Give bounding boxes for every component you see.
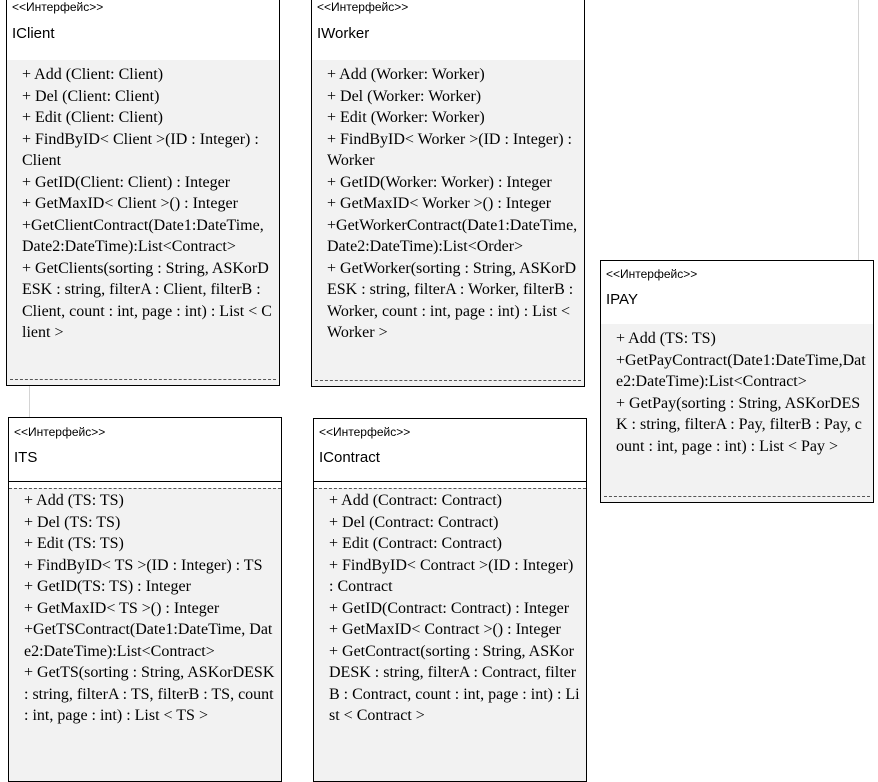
operation: + GetID(Contract: Contract) : Integer	[329, 599, 570, 617]
operation: + Del (Contract: Contract)	[329, 513, 499, 531]
operation: +GetWorkerContract(Date1:DateTime,Date2:DateTime):List<Order>	[327, 216, 578, 255]
operation: + Add (Contract: Contract)	[329, 492, 502, 509]
operations-compartment	[601, 324, 873, 502]
operation: + Edit (Worker: Worker)	[327, 109, 485, 126]
interface-header	[314, 419, 586, 482]
guide-line-vertical	[858, 0, 859, 260]
interface-name: IContract	[319, 449, 380, 466]
operation: + Del (TS: TS)	[24, 513, 121, 531]
interface-its[interactable]	[8, 417, 282, 782]
operation: + GetClients(sorting : String, ASKorDESK : string, filterA : Client, filterB : Client, count : int, page : int) : List < Client >	[22, 259, 272, 341]
operation: + Edit (Contract: Contract)	[329, 535, 502, 552]
operation: + Edit (TS: TS)	[24, 535, 124, 552]
operations-compartment	[312, 60, 584, 386]
operations-list	[7, 60, 279, 344]
interface-header	[9, 418, 281, 482]
operation: + GetID(Client: Client) : Integer	[22, 173, 231, 191]
interface-icontract[interactable]	[313, 418, 587, 782]
interface-name: ITS	[14, 449, 38, 466]
interface-name: IClient	[12, 25, 55, 42]
operation: + Add (Client: Client)	[22, 66, 164, 83]
operation: +GetPayContract(Date1:DateTime,Date2:DateTime):List<Contract>	[616, 351, 866, 390]
operation: + GetTS(sorting : String, ASKorDESK : string, filterA : TS, filterB : TS, count : int, page : int) : List < TS >	[24, 664, 275, 724]
stereotype-label: <<Интерфейс>>	[12, 0, 104, 14]
interface-header	[601, 261, 873, 325]
operation: + FindByID< TS >(ID : Integer) : TS	[24, 556, 263, 574]
operation: + Add (TS: TS)	[24, 492, 124, 509]
interface-name: IWorker	[317, 25, 370, 42]
operation: + Edit (Client: Client)	[22, 109, 164, 126]
operations-list	[312, 60, 584, 344]
operations-compartment	[314, 488, 586, 781]
attributes-separator	[604, 496, 870, 497]
interface-iclient[interactable]	[6, 0, 280, 386]
operation: + Del (Client: Client)	[22, 87, 160, 105]
operation: + Add (TS: TS)	[616, 330, 716, 347]
operation: + FindByID< Client >(ID : Integer) : Client	[22, 130, 259, 169]
interface-iworker[interactable]	[311, 0, 585, 387]
operation: +GetTSContract(Date1:DateTime, Date2:DateTime):List<Contract>	[24, 621, 273, 660]
operation: + GetMaxID< TS >() : Integer	[24, 599, 220, 617]
interface-name: IPAY	[606, 291, 638, 308]
operations-list	[9, 489, 281, 727]
operation: + Del (Worker: Worker)	[327, 87, 482, 105]
operations-compartment	[9, 488, 281, 781]
interface-header	[7, 0, 279, 61]
operations-list	[601, 324, 873, 457]
operation: + GetID(Worker: Worker) : Integer	[327, 173, 552, 191]
operations-compartment	[7, 60, 279, 385]
attributes-separator	[315, 380, 581, 381]
stereotype-label: <<Интерфейс>>	[319, 425, 411, 439]
interface-ipay[interactable]	[600, 260, 874, 503]
operation: + Add (Worker: Worker)	[327, 66, 485, 83]
stereotype-label: <<Интерфейс>>	[14, 425, 106, 439]
interface-header	[312, 0, 584, 61]
stereotype-label: <<Интерфейс>>	[317, 0, 409, 14]
operation: + GetMaxID< Contract >() : Integer	[329, 621, 561, 638]
operation: + GetContract(sorting : String, ASKorDESK : string, filterA : Contract, filterB : Contract, count : int, page : int) : List < Contract >	[329, 642, 580, 724]
operations-list	[314, 489, 586, 727]
operation: + GetWorker(sorting : String, ASKorDESK : string, filterA : Worker, filterB : Worker, count : int, page : int) : List < Worker >	[327, 259, 577, 341]
operation: + GetMaxID< Worker >() : Integer	[327, 195, 552, 212]
operation: +GetClientContract(Date1:DateTime,Date2:DateTime):List<Contract>	[22, 216, 264, 255]
operation: + GetPay(sorting : String, ASKorDESK : string, filterA : Pay, filterB : Pay, count : int, page : int) : List < Pay >	[616, 394, 862, 455]
operation: + GetID(TS: TS) : Integer	[24, 578, 191, 595]
guide-line-vertical	[29, 385, 30, 417]
operation: + FindByID< Worker >(ID : Integer) : Worker	[327, 130, 572, 169]
operation: + FindByID< Contract >(ID : Integer) : Contract	[329, 556, 574, 595]
stereotype-label: <<Интерфейс>>	[606, 267, 698, 281]
operation: + GetMaxID< Client >() : Integer	[22, 195, 238, 212]
attributes-separator	[10, 379, 276, 380]
